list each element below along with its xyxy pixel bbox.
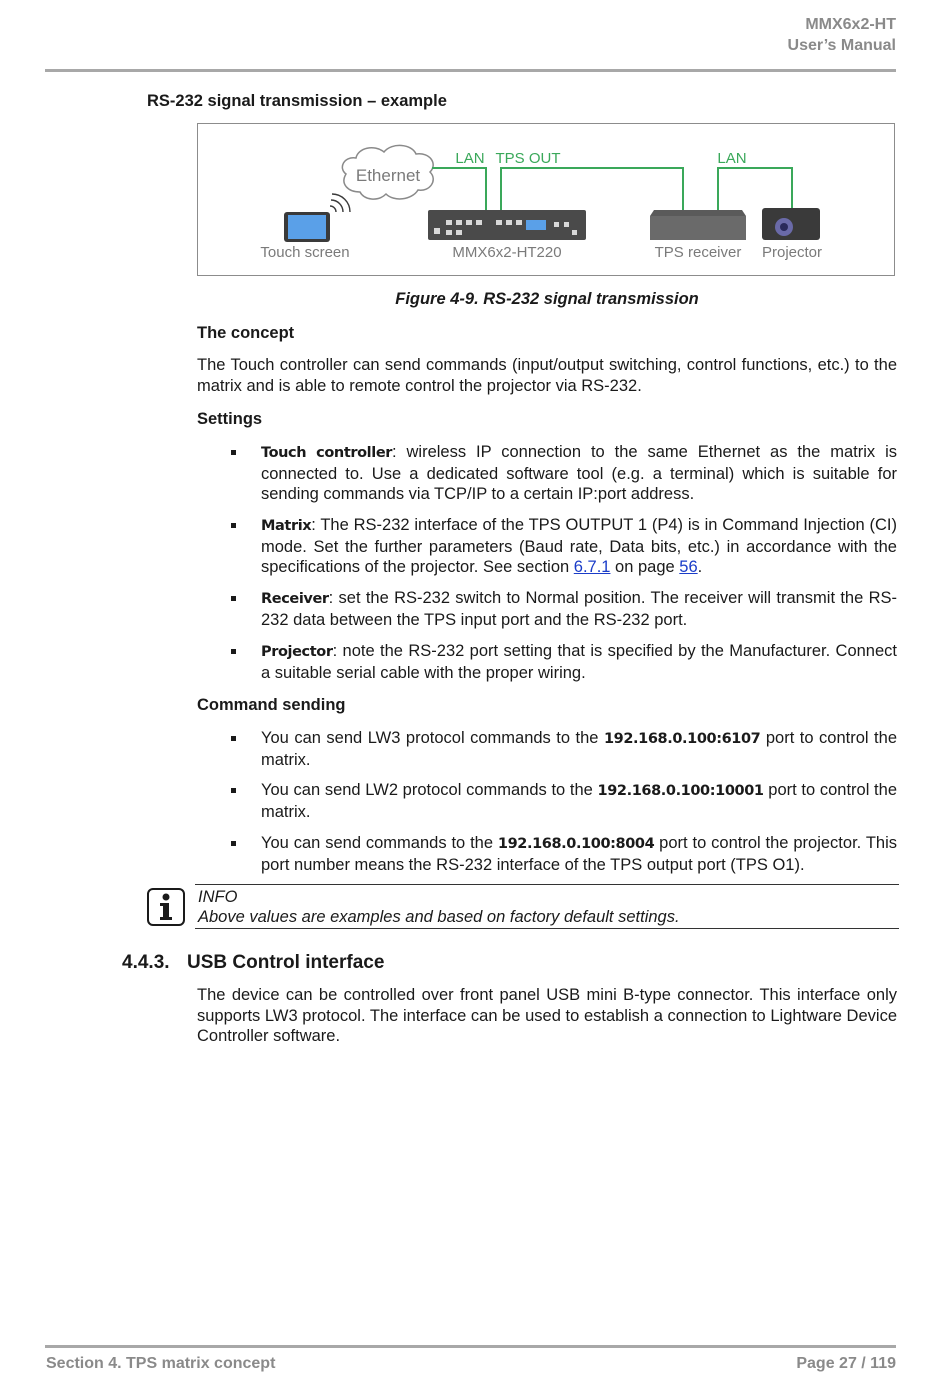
- term-touch-controller: Touch controller: [261, 445, 392, 461]
- matrix-device-icon: [428, 210, 586, 240]
- touch-screen-label: Touch screen: [260, 244, 350, 261]
- matrix-label: MMX6x2-HT220: [452, 244, 562, 261]
- list-item: [231, 780, 897, 822]
- concept-heading: The concept: [197, 324, 295, 342]
- command-text: port to control the matrix.: [261, 781, 897, 821]
- ip-address: 192.168.0.100:8004: [497, 836, 655, 852]
- bullet-marker: [231, 523, 236, 528]
- tps-receiver-label: TPS receiver: [654, 244, 742, 261]
- ip-address: 192.168.0.100:10001: [597, 783, 764, 799]
- info-icon: [147, 888, 185, 926]
- term-projector: Projector: [261, 644, 333, 660]
- settings-item-text-end: .: [697, 558, 703, 576]
- command-text: You can send commands to the: [261, 834, 498, 852]
- list-item: [231, 515, 897, 578]
- settings-item-text: : The RS-232 interface of the TPS OUTPUT 1 (P4) is in Command Injection (CI) mode. Set the further parameters (Baud rate, Data bits, etc.) in accordance with the specifications of the projector. See section: [261, 516, 897, 576]
- settings-item-text-mid: on page: [610, 558, 680, 576]
- list-item: [231, 833, 897, 875]
- rs232-diagram: [198, 124, 896, 277]
- page-link[interactable]: 56: [679, 558, 698, 576]
- command-text: You can send LW2 protocol commands to the: [261, 781, 598, 799]
- section-text: The device can be controlled over front panel USB mini B-type connector. This interface only supports LW3 protocol. The interface can be used to establish a connection to Lightware Device Controller software.: [197, 986, 897, 1045]
- list-item: [231, 641, 897, 683]
- term-receiver: Receiver: [261, 591, 329, 607]
- header-doc-title: User’s Manual: [787, 37, 896, 54]
- cable-lines: [432, 168, 792, 212]
- info-title: INFO: [198, 888, 238, 906]
- section-link[interactable]: 6.7.1: [573, 558, 611, 576]
- list-item: [231, 588, 897, 630]
- list-item: [231, 442, 897, 505]
- info-text: Above values are examples and based on factory default settings.: [198, 908, 680, 926]
- lan-right-label: LAN: [717, 150, 747, 167]
- command-text: You can send LW3 protocol commands to the: [261, 729, 604, 747]
- settings-item-text: : set the RS-232 switch to Normal position. The receiver will transmit the RS-232 data between the TPS input port and the RS-232 port.: [261, 589, 897, 629]
- projector-label: Projector: [761, 244, 823, 261]
- ip-address: 192.168.0.100:6107: [603, 731, 761, 747]
- settings-item-text: : note the RS-232 port setting that is specified by the Manufacturer. Connect a suitable serial cable with the proper wiring.: [261, 642, 897, 682]
- settings-item-text: : wireless IP connection to the same Ethernet as the matrix is connected to. Use a dedicated software tool (e.g. a terminal) which is suitable for sending commands via TCP/IP to a certain IP:port address.: [261, 443, 897, 503]
- command-text: port to control the matrix.: [261, 729, 897, 769]
- bullet-marker: [231, 596, 236, 601]
- section-title: USB Control interface: [187, 952, 385, 973]
- bullet-marker: [231, 649, 236, 654]
- projector-icon: [762, 208, 820, 240]
- bullet-marker: [231, 736, 236, 741]
- footer-page: Page 27 / 119: [796, 1355, 896, 1372]
- command-sending-heading: Command sending: [197, 696, 346, 714]
- ethernet-label: Ethernet: [355, 166, 421, 185]
- concept-text: The Touch controller can send commands (input/output switching, control functions, etc.) to the matrix and is able to remote control the projector via RS-232.: [197, 356, 897, 395]
- figure-caption: Figure 4-9. RS-232 signal transmission: [395, 290, 699, 308]
- command-text: port to control the projector. This port number means the RS-232 interface of the TPS output port (TPS O1).: [261, 834, 897, 874]
- lan-left-label: LAN: [455, 150, 485, 167]
- footer-section: Section 4. TPS matrix concept: [46, 1355, 276, 1372]
- tps-receiver-icon: [650, 210, 746, 240]
- section-number: 4.4.3.: [122, 952, 170, 973]
- tps-out-label: TPS OUT: [495, 150, 561, 167]
- bullet-marker: [231, 788, 236, 793]
- footer-rule: [45, 1345, 896, 1348]
- wifi-icon: [330, 194, 350, 212]
- figure-rs232: [197, 123, 895, 276]
- info-box: [195, 884, 899, 929]
- example-heading: RS-232 signal transmission – example: [147, 92, 447, 110]
- bullet-marker: [231, 841, 236, 846]
- header-rule: [45, 69, 896, 72]
- bullet-marker: [231, 450, 236, 455]
- settings-heading: Settings: [197, 410, 263, 428]
- touch-screen-icon: [284, 212, 330, 242]
- list-item: [231, 728, 897, 770]
- header-product: MMX6x2-HT: [805, 16, 896, 33]
- page-header: [788, 14, 896, 56]
- term-matrix: Matrix: [261, 518, 312, 534]
